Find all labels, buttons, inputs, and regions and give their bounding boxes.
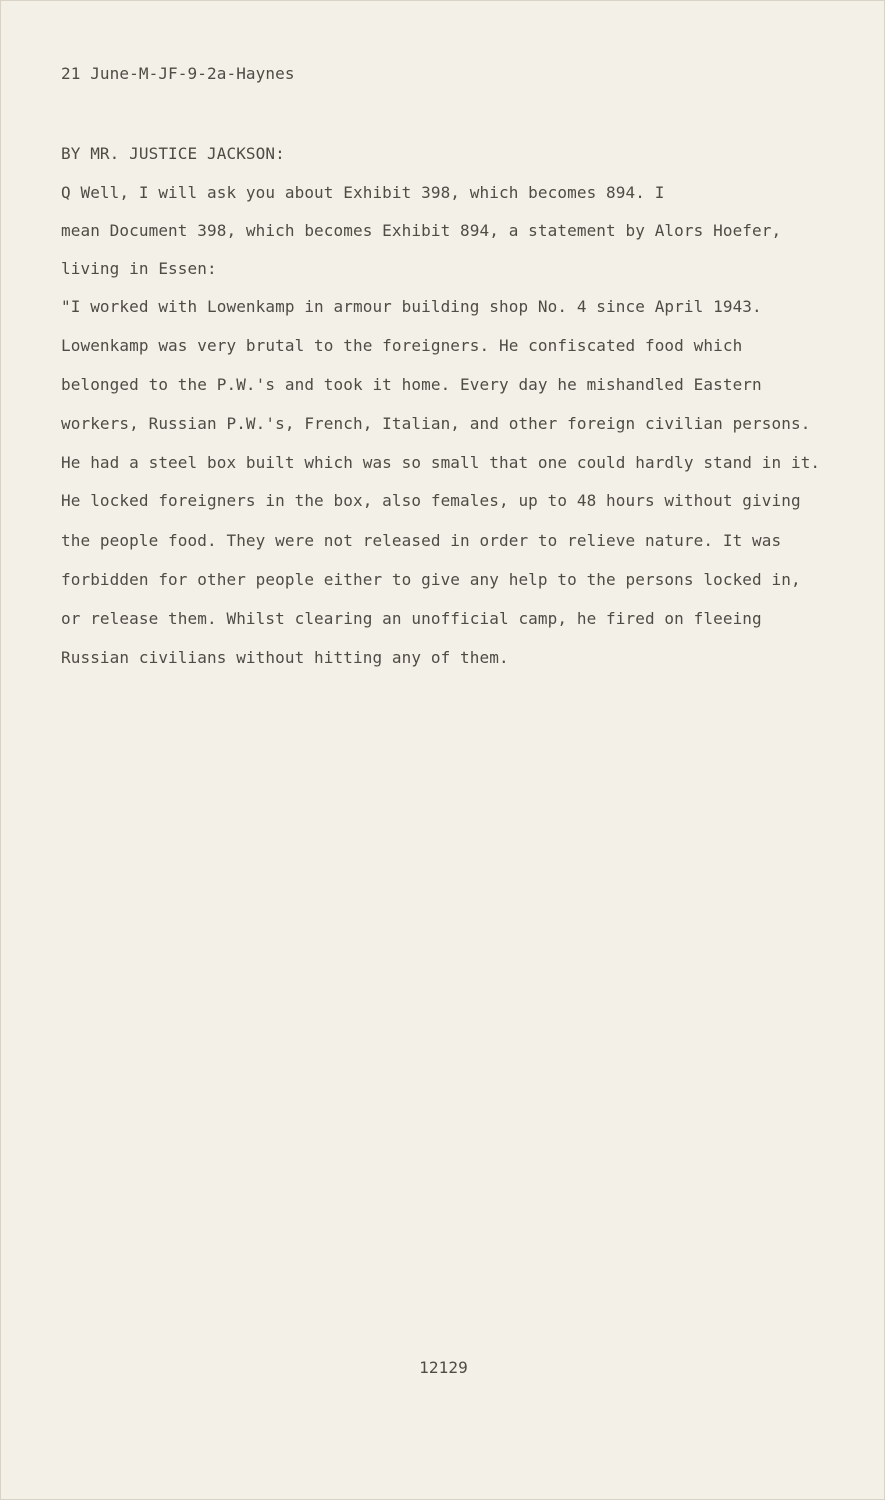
transcript-line: He had a steel box built which was so small that one could hardly stand in it. (61, 453, 821, 472)
transcript-line: forbidden for other people either to give any help to the persons locked in, (61, 570, 801, 589)
transcript-line: the people food. They were not released in order to relieve nature. It was (61, 531, 782, 550)
transcript-line: Q Well, I will ask you about Exhibit 398, which becomes 894. I (61, 183, 665, 202)
page-number: 12129 (419, 1358, 468, 1377)
speaker-label: BY MR. JUSTICE JACKSON: (61, 144, 285, 163)
transcript-line: or release them. Whilst clearing an unofficial camp, he fired on fleeing (61, 609, 762, 628)
transcript-line: "I worked with Lowenkamp in armour building shop No. 4 since April 1943. (61, 297, 762, 316)
transcript-line: workers, Russian P.W.'s, French, Italian, and other foreign civilian persons. (61, 414, 811, 433)
transcript-line: living in Essen: (61, 259, 217, 278)
transcript-line: Lowenkamp was very brutal to the foreigners. He confiscated food which (61, 336, 743, 355)
transcript-line: belonged to the P.W.'s and took it home. Every day he mishandled Eastern (61, 375, 762, 394)
page-header: 21 June-M-JF-9-2a-Haynes (61, 64, 295, 83)
transcript-line: He locked foreigners in the box, also females, up to 48 hours without giving (61, 491, 801, 510)
transcript-line: Russian civilians without hitting any of them. (61, 648, 509, 667)
transcript-line: mean Document 398, which becomes Exhibit 894, a statement by Alors Hoefer, (61, 221, 782, 240)
